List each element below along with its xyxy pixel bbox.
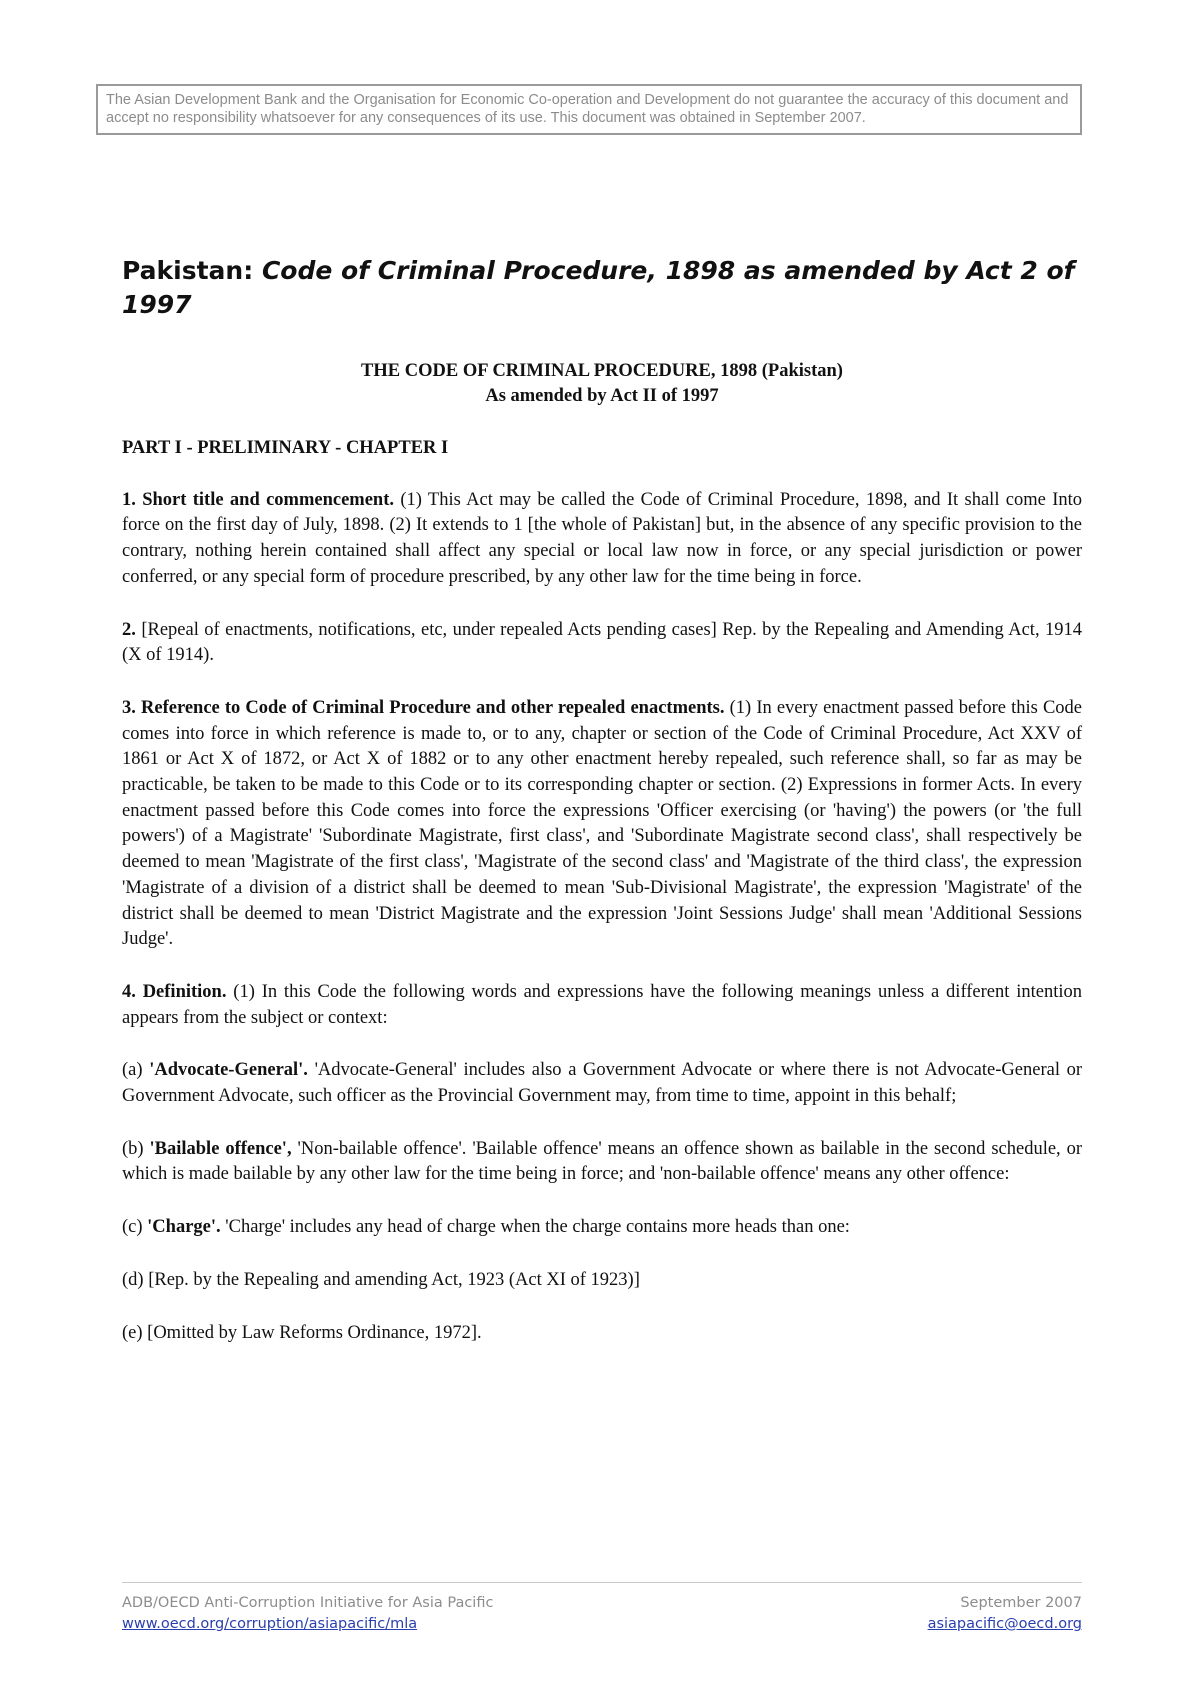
footer-row-top bbox=[122, 1593, 1082, 1614]
document-title bbox=[122, 254, 1082, 322]
section-2-title: 2. bbox=[122, 619, 136, 640]
section-1-title: 1. Short title and commencement. bbox=[122, 489, 394, 510]
section-2-text: [Repeal of enactments, notifications, etc, under repealed Acts pending cases] Rep. by the Repealing and Amending Act, 1914 (X of 1914). bbox=[122, 619, 1083, 666]
code-heading bbox=[122, 359, 1082, 409]
definition-a bbox=[122, 1058, 1082, 1109]
code-heading-line2: As amended by Act II of 1997 bbox=[485, 386, 719, 406]
page-footer bbox=[122, 1593, 1082, 1635]
section-1-text: (1) This Act may be called the Code of Criminal Procedure, 1898, and It shall come Into force on the first day of July, 1898. (2) It extends to 1 [the whole of Pakistan] but, in the absence of any specific provision to the contrary, nothing herein contained shall affect any special or local law now in force, or any special jurisdiction or power conferred, or any special form of procedure prescribed, by any other law for the time being in force. bbox=[122, 489, 1083, 587]
footer-url-link[interactable]: www.oecd.org/corruption/asiapacific/mla bbox=[122, 1616, 418, 1632]
section-4-title: 4. Definition. bbox=[122, 981, 227, 1002]
section-2 bbox=[122, 618, 1082, 669]
footer-date: September 2007 bbox=[960, 1595, 1082, 1611]
title-name: Code of Criminal Procedure, 1898 as amended by Act 2 of 1997 bbox=[122, 256, 1075, 319]
definition-d bbox=[122, 1268, 1082, 1294]
disclaimer-box bbox=[96, 84, 1082, 135]
definition-c bbox=[122, 1215, 1082, 1241]
definition-a-prefix: (a) bbox=[122, 1060, 143, 1081]
definition-b bbox=[122, 1137, 1082, 1188]
definition-a-text: 'Advocate-General' includes also a Government Advocate or where there is not Advocate-General or Government Advocate, such officer as the Provincial Government may, from time to time, appoint in this behalf; bbox=[122, 1060, 1083, 1107]
definition-b-term: 'Bailable offence', bbox=[149, 1138, 292, 1159]
code-heading-line1: THE CODE OF CRIMINAL PROCEDURE, 1898 (Pakistan) bbox=[361, 361, 843, 381]
definition-c-prefix: (c) bbox=[122, 1217, 143, 1238]
disclaimer-text: The Asian Development Bank and the Organisation for Economic Co-operation and Development do not guarantee the accuracy of this document and accept no responsibility whatsoever for any consequences of its use. This document was obtained in September 2007. bbox=[106, 92, 1069, 126]
definition-c-term: 'Charge'. bbox=[147, 1217, 221, 1238]
section-4-text: (1) In this Code the following words and expressions have the following meanings unless a different intention appears from the subject or context: bbox=[122, 981, 1082, 1028]
document-body bbox=[122, 436, 1082, 1373]
section-1 bbox=[122, 488, 1082, 591]
definition-c-text: 'Charge' includes any head of charge when the charge contains more heads than one: bbox=[225, 1217, 850, 1238]
title-country: Pakistan: bbox=[122, 256, 254, 285]
section-3-text: (1) In every enactment passed before this Code comes into force in which reference is made to, or to any, chapter or section of the Code of Criminal Procedure, Act XXV of 1861 or Act X of 1872, or Act X of 1882 or to any other enactment hereby repealed, such reference shall, so far as may be practicable, be taken to be made to this Code or to its corresponding chapter or section. (2) Expressions in former Acts. In every enactment passed before this Code comes into force the expressions 'Officer exercising (or 'having') the powers (or 'the full powers') of a Magistrate' 'Subordinate Magistrate, first class', and 'Subordinate Magistrate second class', shall respectively be deemed to mean 'Magistrate of the first class', 'Magistrate of the second class' and 'Magistrate of the third class', the expression 'Magistrate of a division of a district shall be deemed to mean 'Sub-Divisional Magistrate', the expression 'Magistrate' of the district shall be deemed to mean 'District Magistrate and the expression 'Joint Sessions Judge' shall mean 'Additional Sessions Judge'. bbox=[122, 697, 1082, 950]
footer-email-link[interactable]: asiapacific@oecd.org bbox=[927, 1616, 1082, 1632]
definition-b-prefix: (b) bbox=[122, 1138, 144, 1159]
section-4 bbox=[122, 980, 1082, 1031]
definition-a-term: 'Advocate-General'. bbox=[149, 1060, 308, 1081]
section-3-title: 3. Reference to Code of Criminal Procedure and other repealed enactments. bbox=[122, 697, 725, 718]
definition-e bbox=[122, 1321, 1082, 1347]
definition-b-text: 'Non-bailable offence'. 'Bailable offence' means an offence shown as bailable in the second schedule, or which is made bailable by any other law for the time being in force; and 'non-bailable offence' means any other offence: bbox=[122, 1138, 1082, 1185]
footer-org: ADB/OECD Anti-Corruption Initiative for Asia Pacific bbox=[122, 1595, 494, 1611]
section-3 bbox=[122, 696, 1082, 953]
footer-row-bottom bbox=[122, 1614, 1082, 1635]
footer-divider bbox=[122, 1582, 1082, 1583]
part-heading: PART I - PRELIMINARY - CHAPTER I bbox=[122, 438, 449, 458]
definition-d-text: (d) [Rep. by the Repealing and amending Act, 1923 (Act XI of 1923)] bbox=[122, 1269, 640, 1290]
definition-e-text: (e) [Omitted by Law Reforms Ordinance, 1972]. bbox=[122, 1322, 482, 1343]
